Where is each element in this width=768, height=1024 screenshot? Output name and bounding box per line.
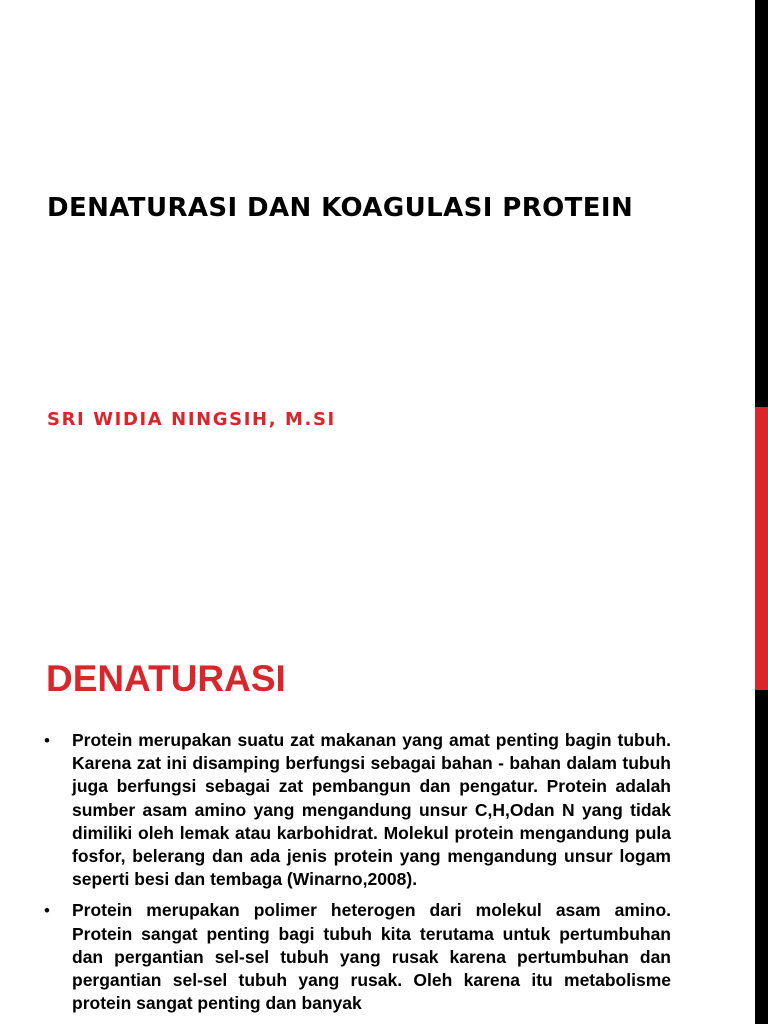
sidebar-accent-red [755, 407, 768, 636]
bullet-item [44, 729, 671, 891]
bullet-marker: • [44, 731, 50, 750]
sidebar-accent-black [755, 690, 768, 1024]
slide-heading: DENATURASI [46, 658, 286, 699]
sidebar-accent-red [755, 636, 768, 690]
bullet-list [44, 729, 671, 1023]
sidebar-accent-black [755, 0, 768, 407]
slide-title: DENATURASI DAN KOAGULASI PROTEIN [47, 193, 634, 223]
bullet-text: Protein merupakan suatu zat makanan yang amat penting bagin tubuh. Karena zat ini disamping berfungsi sebagai bahan - bahan dalam tubuh juga berfungsi sebagai zat pembangun dan pengatur. Protein adalah sumber asam amino yang mengandung unsur C,H,Odan N yang tidak dimiliki oleh lemak atau karbohidrat. Molekul protein mengandung pula fosfor, belerang dan ada jenis protein yang mengandung unsur logam seperti besi dan tembaga (Winarno,2008). [72, 730, 671, 890]
bullet-text: Protein merupakan polimer heterogen dari molekul asam amino. Protein sangat penting bagi tubuh kita terutama untuk pertumbuhan dan pergantian sel-sel tubuh yang rusak karena pertumbuhan dan pergantian sel-sel tubuh yang rusak. Oleh karena itu metabolisme protein sangat penting dan banyak [72, 900, 671, 1014]
bullet-marker: • [44, 901, 50, 921]
bullet-item [44, 899, 671, 1015]
content-slide [0, 636, 768, 1024]
slide-subtitle: SRI WIDIA NINGSIH, M.SI [47, 409, 336, 430]
